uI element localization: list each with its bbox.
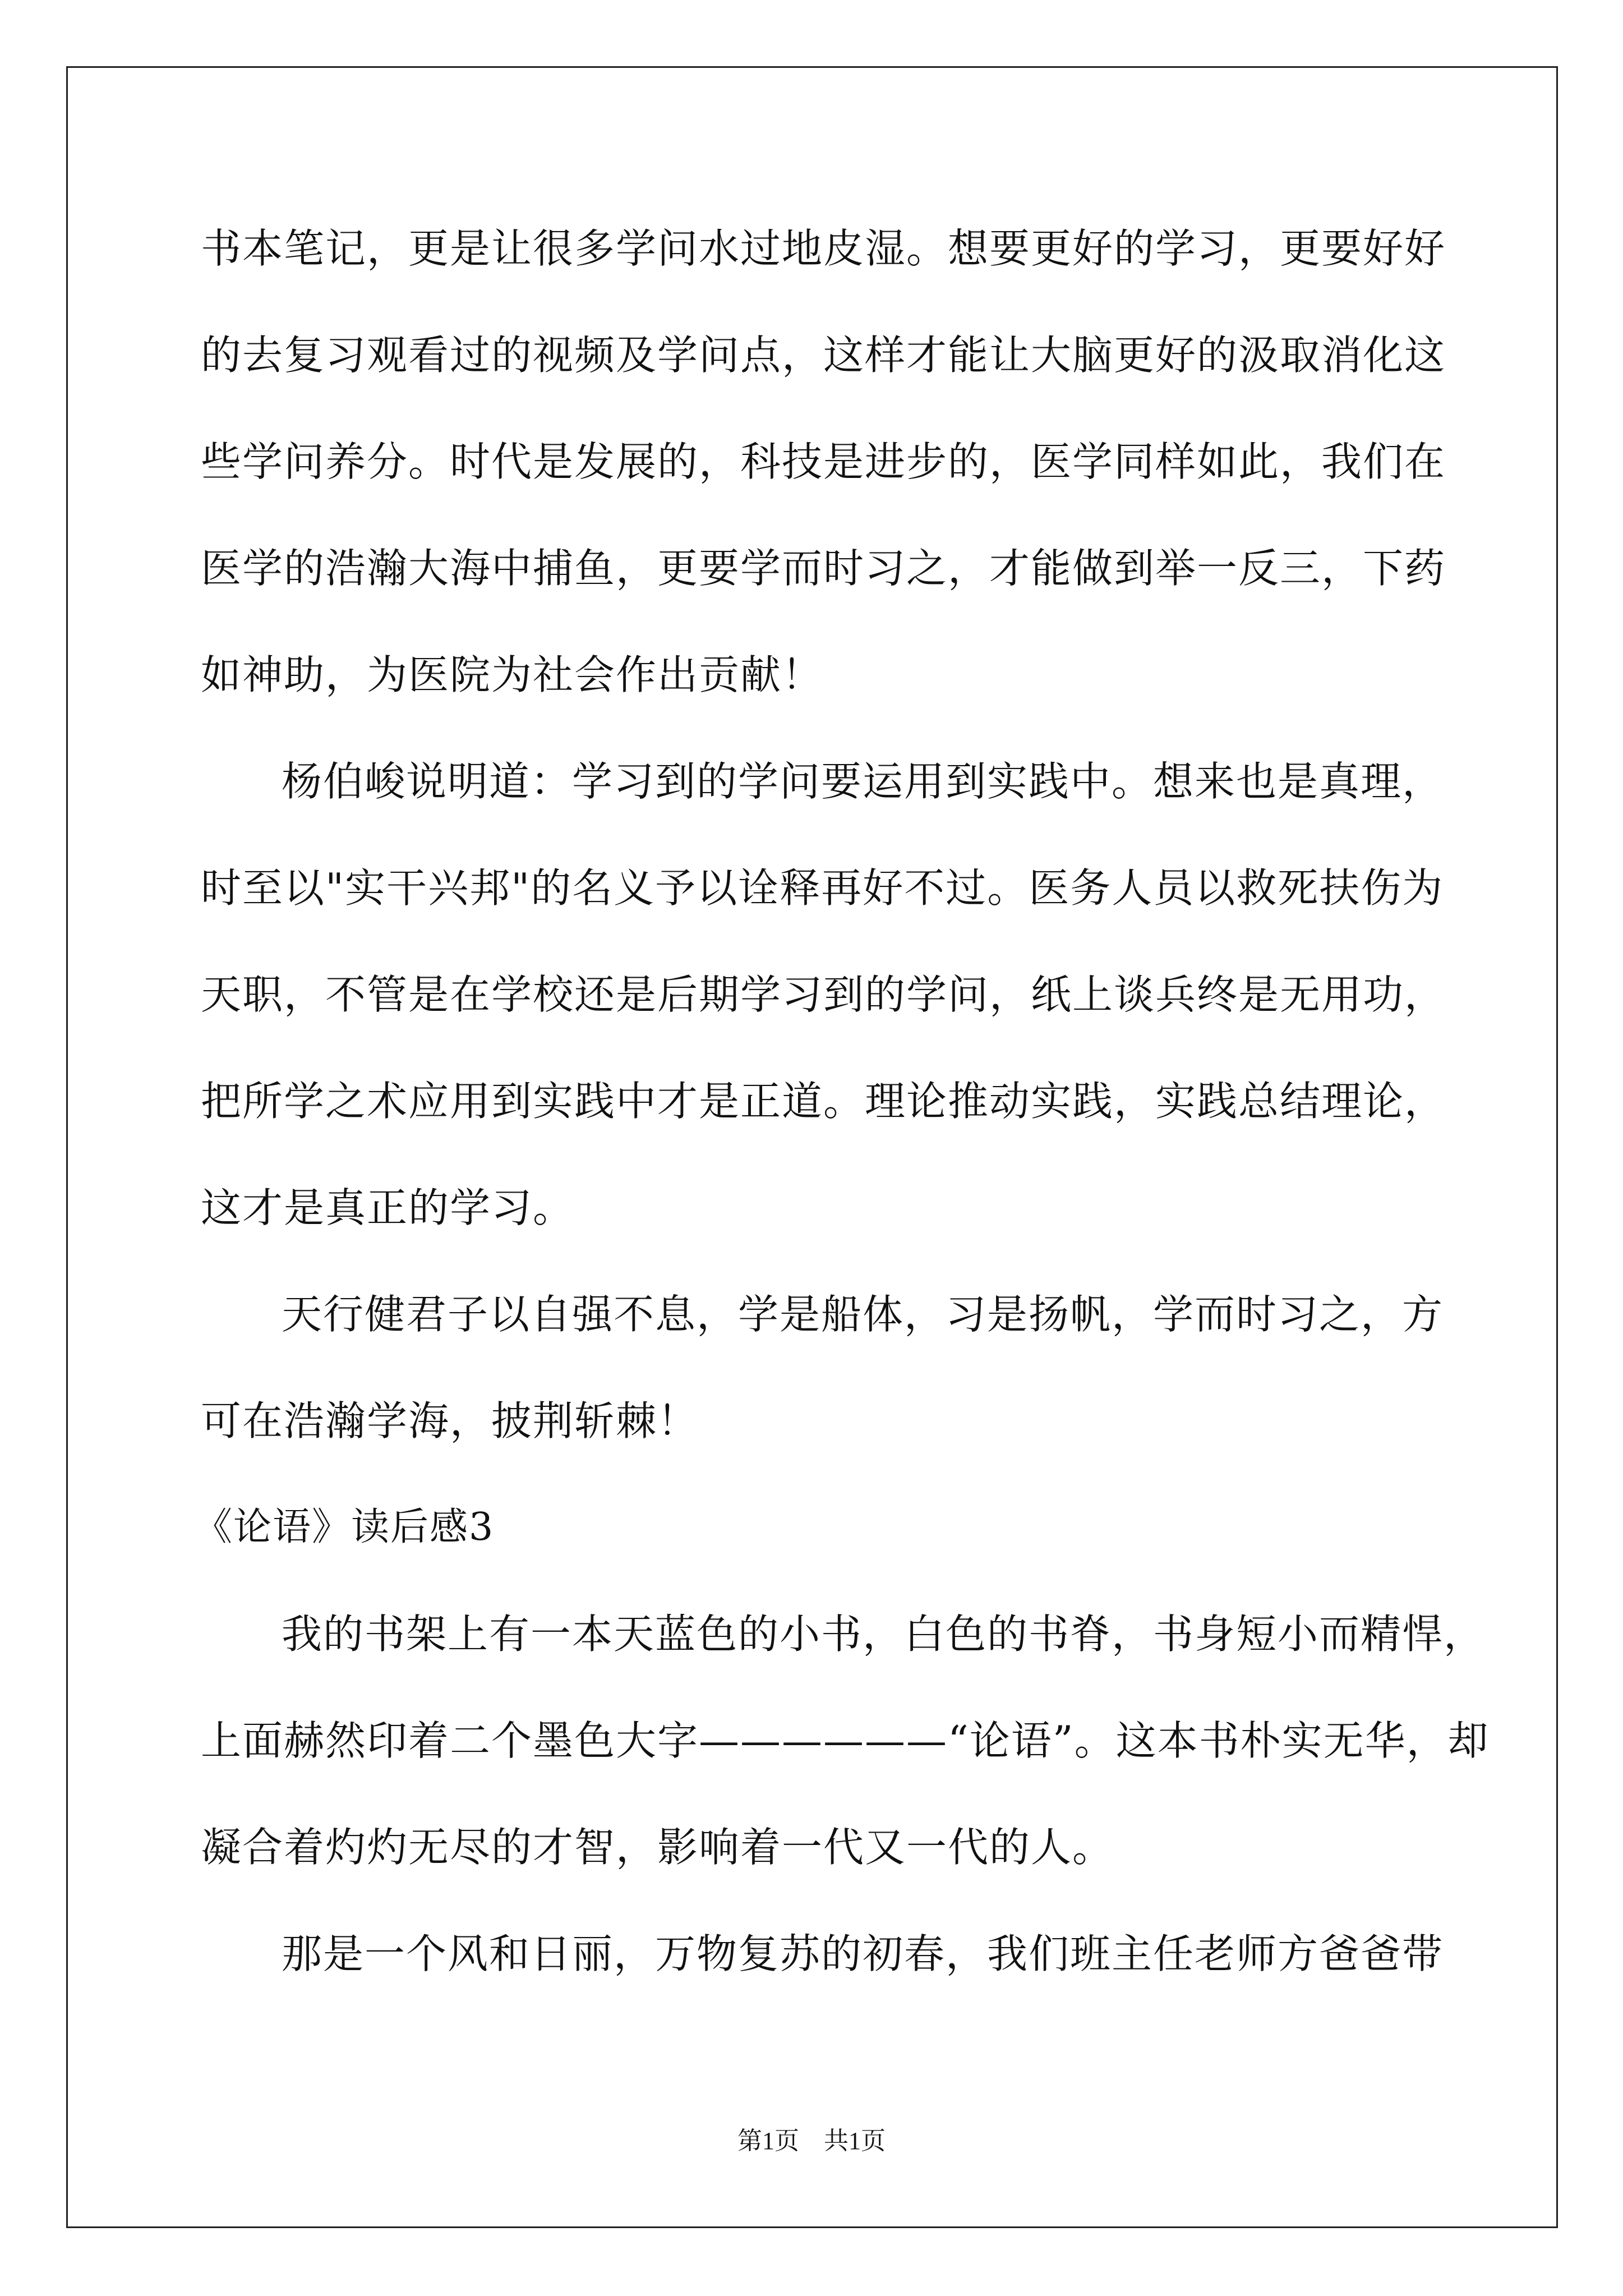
text-line: 如神助，为医院为社会作出贡献！	[201, 651, 824, 698]
text-line: 这才是真正的学习。	[201, 1184, 575, 1231]
text-line: 书本笔记，更是让很多学问水过地皮湿。想要更好的学习，更要好好	[201, 225, 1446, 272]
text-line: 把所学之术应用到实践中才是正道。理论推动实践，实践总结理论，	[201, 1078, 1446, 1125]
text-line: 上面赫然印着二个墨色大字——————“论语”。这本书朴实无华，却	[201, 1717, 1490, 1764]
text-line: 杨伯峻说明道：学习到的学问要运用到实践中。想来也是真理，	[282, 758, 1444, 805]
text-line: 可在浩瀚学海，披荆斩棘！	[201, 1397, 699, 1444]
text-line: 凝合着灼灼无尽的才智，影响着一代又一代的人。	[201, 1824, 1114, 1871]
text-line: 时至以"实干兴邦"的名义予以诠释再好不过。医务人员以救死扶伤为	[201, 864, 1444, 912]
text-line: 天职，不管是在学校还是后期学习到的学问，纸上谈兵终是无用功，	[201, 971, 1446, 1018]
text-line: 些学问养分。时代是发展的，科技是进步的，医学同样如此，我们在	[201, 438, 1446, 485]
text-line: 的去复习观看过的视频及学问点，这样才能让大脑更好的汲取消化这	[201, 332, 1446, 379]
page-footer: 第1页 共1页	[737, 2127, 886, 2155]
text-line: 那是一个风和日丽，万物复苏的初春，我们班主任老师方爸爸带	[282, 1930, 1444, 1977]
section-heading: 《论语》读后感3	[194, 1505, 495, 1549]
document-body	[194, 212, 1490, 2024]
text-line: 天行健君子以自强不息，学是船体，习是扬帆，学而时习之，方	[282, 1291, 1444, 1338]
text-line: 医学的浩瀚大海中捕鱼，更要学而时习之，才能做到举一反三，下药	[201, 545, 1446, 592]
text-line: 我的书架上有一本天蓝色的小书，白色的书脊，书身短小而精悍，	[282, 1611, 1486, 1658]
